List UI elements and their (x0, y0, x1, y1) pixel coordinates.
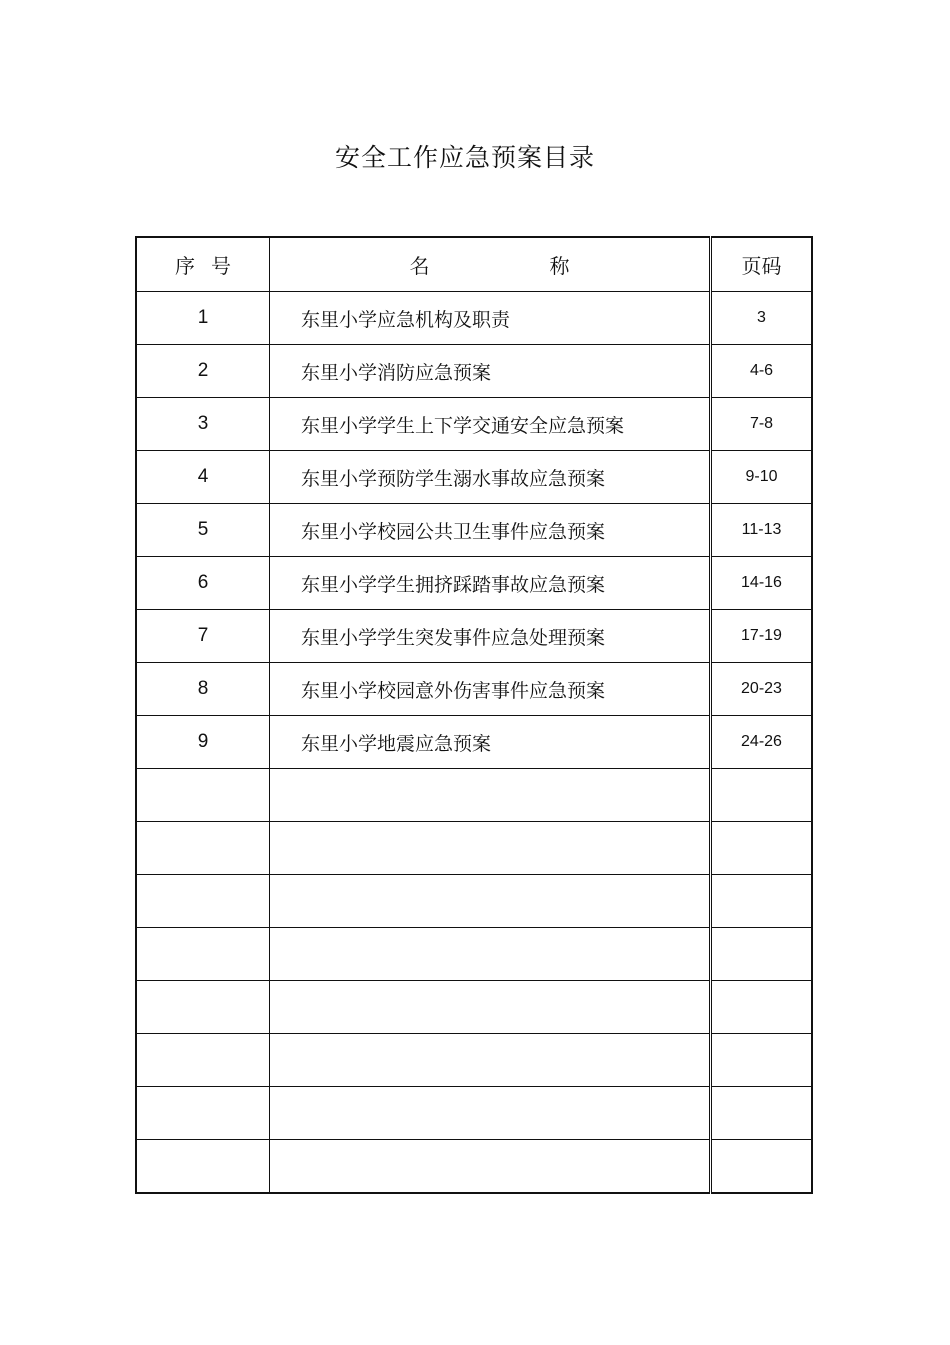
table-row (136, 822, 812, 875)
page-title: 安全工作应急预案目录 (334, 143, 595, 172)
row-page (711, 875, 813, 928)
table-row (136, 663, 812, 716)
table-row (136, 398, 812, 451)
row-name: 东里小学消防应急预案 (270, 345, 711, 398)
row-number (136, 1140, 270, 1194)
row-number: 9 (136, 716, 270, 769)
header-name (270, 237, 711, 292)
table-row (136, 557, 812, 610)
row-name: 东里小学学生拥挤踩踏事故应急预案 (270, 557, 711, 610)
row-number: 1 (136, 292, 270, 345)
row-page (711, 769, 813, 822)
row-page: 9-10 (711, 451, 813, 504)
row-name: 东里小学校园意外伤害事件应急预案 (270, 663, 711, 716)
row-page: 3 (711, 292, 813, 345)
row-number: 4 (136, 451, 270, 504)
row-name: 东里小学地震应急预案 (270, 716, 711, 769)
header-name-right: 称 (549, 254, 570, 278)
row-number (136, 1087, 270, 1140)
row-name (270, 1140, 711, 1194)
row-number: 3 (136, 398, 270, 451)
row-number: 6 (136, 557, 270, 610)
table-row (136, 292, 812, 345)
table-row (136, 981, 812, 1034)
row-page: 7-8 (711, 398, 813, 451)
table-row (136, 875, 812, 928)
row-name (270, 1087, 711, 1140)
row-number (136, 875, 270, 928)
table-row (136, 716, 812, 769)
table-header-row (136, 237, 812, 292)
row-name (270, 769, 711, 822)
row-page: 24-26 (711, 716, 813, 769)
row-name (270, 1034, 711, 1087)
row-name: 东里小学应急机构及职责 (270, 292, 711, 345)
row-page (711, 981, 813, 1034)
row-page: 14-16 (711, 557, 813, 610)
table-row (136, 610, 812, 663)
row-number (136, 822, 270, 875)
table-row (136, 345, 812, 398)
row-number: 2 (136, 345, 270, 398)
row-page (711, 822, 813, 875)
row-number: 8 (136, 663, 270, 716)
row-number: 5 (136, 504, 270, 557)
row-name (270, 822, 711, 875)
header-number: 序号 (136, 237, 270, 292)
header-page: 页码 (711, 237, 813, 292)
row-page: 20-23 (711, 663, 813, 716)
row-page (711, 1034, 813, 1087)
row-name (270, 875, 711, 928)
row-name: 东里小学预防学生溺水事故应急预案 (270, 451, 711, 504)
row-name: 东里小学校园公共卫生事件应急预案 (270, 504, 711, 557)
row-page (711, 928, 813, 981)
row-number: 7 (136, 610, 270, 663)
row-page: 11-13 (711, 504, 813, 557)
row-page: 4-6 (711, 345, 813, 398)
table-row (136, 769, 812, 822)
table-row (136, 928, 812, 981)
row-page (711, 1140, 813, 1194)
table-row (136, 451, 812, 504)
row-number (136, 981, 270, 1034)
toc-table (135, 236, 813, 1194)
table-row (136, 1087, 812, 1140)
table-row (136, 504, 812, 557)
row-number (136, 1034, 270, 1087)
table-row (136, 1140, 812, 1194)
row-number (136, 769, 270, 822)
row-page (711, 1087, 813, 1140)
row-name: 东里小学学生上下学交通安全应急预案 (270, 398, 711, 451)
row-page: 17-19 (711, 610, 813, 663)
row-number (136, 928, 270, 981)
table-row (136, 1034, 812, 1087)
header-name-left: 名 (409, 254, 430, 278)
row-name (270, 981, 711, 1034)
table-body (136, 292, 812, 1194)
row-name (270, 928, 711, 981)
row-name: 东里小学学生突发事件应急处理预案 (270, 610, 711, 663)
